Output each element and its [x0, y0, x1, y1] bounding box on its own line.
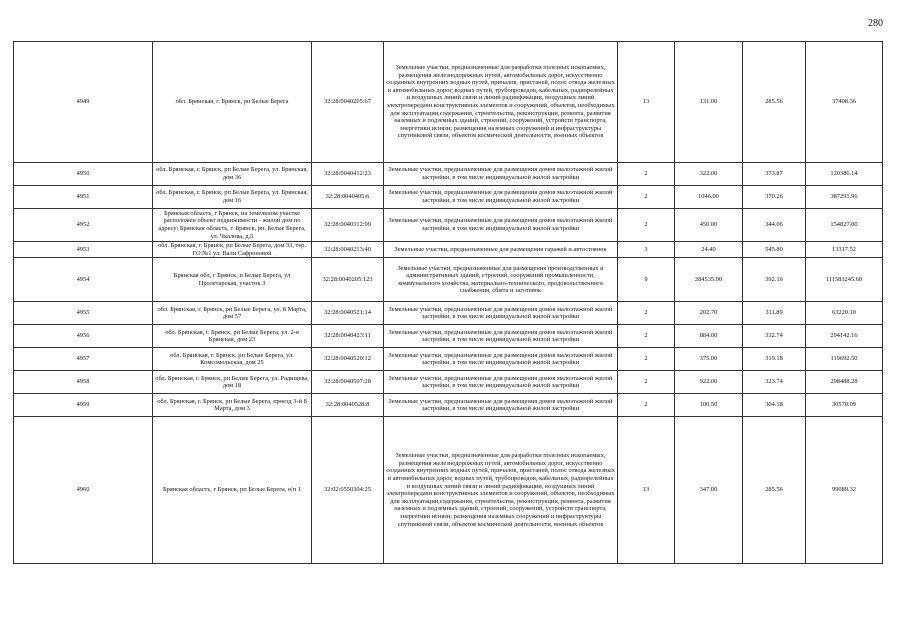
- row-number: 4952: [14, 209, 153, 242]
- row-land-purpose: Земельные участки, предназначенные для размещения гаражей и автостоянок: [384, 242, 618, 258]
- table-row: [14, 325, 883, 348]
- row-group-code: 9: [618, 258, 675, 302]
- row-specific-value: 311.89: [743, 302, 806, 325]
- row-area: 884.00: [675, 325, 743, 348]
- table-row: [14, 42, 883, 163]
- table-row: [14, 209, 883, 242]
- row-specific-value: 392.16: [743, 258, 806, 302]
- row-group-code: 2: [618, 348, 675, 371]
- row-address: обл. Брянская, г. Брянск, рп Белые Берега, ул. 2-я Брянская, дом 23: [153, 325, 312, 348]
- row-address: Брянская область, г Брянск, рп Белые Берега, о/п 1: [153, 417, 312, 564]
- row-cadastral-number: 32:28:0040521:14: [312, 302, 384, 325]
- row-land-purpose: Земельные участки, предназначенные для размещения домов малоэтажной жилой застройки, в том числе индивидуальной жилой застройки: [384, 163, 618, 186]
- row-area: 347.00: [675, 417, 743, 564]
- row-number: 4959: [14, 394, 153, 417]
- row-number: 4956: [14, 325, 153, 348]
- row-group-code: 2: [618, 325, 675, 348]
- row-land-purpose: Земельные участки, предназначенные для размещения домов малоэтажной жилой застройки, в том числе индивидуальной жилой застройки: [384, 209, 618, 242]
- row-specific-value: 373.87: [743, 163, 806, 186]
- row-number: 4954: [14, 258, 153, 302]
- table-row: [14, 348, 883, 371]
- row-address: обл. Брянская, г. Брянск, рп Белые Берега, ул. Брянская, дом 16: [153, 186, 312, 209]
- row-specific-value: 323.74: [743, 371, 806, 394]
- table-row: [14, 302, 883, 325]
- row-number: 4951: [14, 186, 153, 209]
- table-row: [14, 242, 883, 258]
- row-specific-value: 319.18: [743, 348, 806, 371]
- row-group-code: 3: [618, 242, 675, 258]
- row-group-code: 2: [618, 302, 675, 325]
- row-cadastral-number: 32:28:0040507:28: [312, 371, 384, 394]
- row-specific-value: 285.56: [743, 42, 806, 163]
- row-group-code: 2: [618, 394, 675, 417]
- row-cadastral-number: 32:28:0040423:11: [312, 325, 384, 348]
- row-cadastral-value: 13317.52: [806, 242, 883, 258]
- row-land-purpose: Земельные участки, предназначенные для размещения домов малоэтажной жилой застройки, в том числе индивидуальной жилой застройки: [384, 394, 618, 417]
- row-land-purpose: Земельные участки, предназначенные для размещения домов малоэтажной жилой застройки, в том числе индивидуальной жилой застройки: [384, 325, 618, 348]
- row-address: обл. Брянская, г. Брянск, рп Белые Берега, ул. Комсомольская, дом 25: [153, 348, 312, 371]
- row-group-code: 2: [618, 186, 675, 209]
- row-number: 4953: [14, 242, 153, 258]
- row-land-purpose: Земельные участки, предназначенные для размещения домов малоэтажной жилой застройки, в том числе индивидуальной жилой застройки: [384, 371, 618, 394]
- row-specific-value: 285.56: [743, 417, 806, 564]
- row-area: 24.40: [675, 242, 743, 258]
- row-cadastral-value: 63220.10: [806, 302, 883, 325]
- row-address: обл. Брянская, г. Брянск, рп Белые Берега, дом 33, тер. ГО №1 ул. Вали Сафроновой: [153, 242, 312, 258]
- row-address: обл. Брянская, г. Брянск, рп Белые Берега, ул. 8 Марта, дом 57: [153, 302, 312, 325]
- land-registry-table: [13, 41, 883, 564]
- row-cadastral-number: 32:28:0040312:99: [312, 209, 384, 242]
- row-land-purpose: Земельные участки, предназначенные для разработки полезных ископаемых, размещения железнодорожных путей, автомобильных дорог, искусственно созданных внутренних водных путей, причалов, пристаней, полос отвода железных и автомобильных дорог, водных путей, трубопроводов, кабельных, радиорелейных и воздушных линий связи и линий радиофикации, воздушных линий электропередачи конструктивных элементов и сооружений, объектов, необходимых для эксплуатации,содержания, строительства, реконструкции, ремонта, развития наземных и подземных зданий, строений, сооружений, устройств транспорта, энергетики иснязи; размещения наземных сооружений и инфраструктуры спутниковой связи, объектов космической деятельности, военных объектов: [384, 42, 618, 163]
- row-cadastral-number: 32:28:0040405:6: [312, 186, 384, 209]
- table-row: [14, 371, 883, 394]
- row-address: обл. Брянская, г. Брянск, рп Белые Берега, проезд 3-й 8 Марта, дом 3: [153, 394, 312, 417]
- row-specific-value: 545.80: [743, 242, 806, 258]
- row-cadastral-value: 119692.50: [806, 348, 883, 371]
- row-land-purpose: Земельные участки, предназначенные для размещения домов малоэтажной жилой застройки, в том числе индивидуальной жилой застройки: [384, 302, 618, 325]
- row-cadastral-number: 32:28:0040520:12: [312, 348, 384, 371]
- table-row: [14, 417, 883, 564]
- row-cadastral-number: 32:28:0040205:123: [312, 258, 384, 302]
- row-cadastral-value: 37408.36: [806, 42, 883, 163]
- row-cadastral-value: 30570.09: [806, 394, 883, 417]
- row-area: 375.00: [675, 348, 743, 371]
- row-area: 100.50: [675, 394, 743, 417]
- row-group-code: 13: [618, 417, 675, 564]
- row-cadastral-value: 387291.96: [806, 186, 883, 209]
- row-cadastral-number: 32:28:0040412:23: [312, 163, 384, 186]
- row-area: 131.00: [675, 42, 743, 163]
- row-cadastral-number: 32:28:0040528:8: [312, 394, 384, 417]
- row-specific-value: 304.18: [743, 394, 806, 417]
- row-number: 4960: [14, 417, 153, 564]
- row-number: 4958: [14, 371, 153, 394]
- page-number: 280: [868, 18, 883, 29]
- table-row: [14, 186, 883, 209]
- row-address: обл. Брянская, г. Брянск, рп Белые Берега, ул. Радищева, дом 18: [153, 371, 312, 394]
- row-area: 322.00: [675, 163, 743, 186]
- row-land-purpose: Земельные участки, предназначенные для размещения домов малоэтажной жилой застройки, в том числе индивидуальной жилой застройки: [384, 186, 618, 209]
- table-row: [14, 258, 883, 302]
- row-cadastral-number: 32:28:0040205:67: [312, 42, 384, 163]
- row-land-purpose: Земельные участки, предназначенные для размещения домов малоэтажной жилой застройки, в том числе индивидуальной жилой застройки: [384, 348, 618, 371]
- row-area: 450.00: [675, 209, 743, 242]
- row-number: 4949: [14, 42, 153, 163]
- row-cadastral-value: 298488.28: [806, 371, 883, 394]
- row-specific-value: 332.74: [743, 325, 806, 348]
- row-area: 922.00: [675, 371, 743, 394]
- row-address: обл. Брянская, г. Брянск, рп Белые Берега, ул. Брянская, дом 36: [153, 163, 312, 186]
- row-land-purpose: Земельные участки, предназначенные для размещения производственных и административных зданий, строений, сооружений промышленности, коммунального хозяйства, материально-технического, продовольственного снабжения, сбыта и заготовок: [384, 258, 618, 302]
- row-group-code: 13: [618, 42, 675, 163]
- row-group-code: 2: [618, 209, 675, 242]
- row-area: 1046.00: [675, 186, 743, 209]
- table-row: [14, 163, 883, 186]
- table-row: [14, 394, 883, 417]
- row-specific-value: 344.06: [743, 209, 806, 242]
- row-land-purpose: Земельные участки, предназначенные для разработки полезных ископаемых, размещения железнодорожных путей, автомобильных дорог, искусственно созданных внутренних водных путей, причалов, пристаней, полос отвода железных и автомобильных дорог, водных путей, трубопроводов, кабельных, радиорелейных и воздушных линий связи и линий радиофикации, воздушных линий электропередачи конструктивных элементов и сооружений, объектов, необходимых для эксплуатации,содержания, строительства, реконструкции, ремонта, развития наземных и подземных зданий, строений, сооружений, устройств транспорта, энергетики иснязи; размещения наземных сооружений и инфраструктуры спутниковой связи, объектов космической деятельности, военных объектов: [384, 417, 618, 564]
- row-number: 4950: [14, 163, 153, 186]
- row-number: 4955: [14, 302, 153, 325]
- row-cadastral-value: 99089.32: [806, 417, 883, 564]
- row-cadastral-number: 32:28:0040213:40: [312, 242, 384, 258]
- row-area: 284535.00: [675, 258, 743, 302]
- row-address: Брянская область, г Брянск, на земельном участке расположен объект недвижимости - жилой дом по адресу: Брянская область, г. Брянск, рп. Белые Берега, ул. Чкалова, д.5: [153, 209, 312, 242]
- row-group-code: 2: [618, 371, 675, 394]
- row-area: 202.70: [675, 302, 743, 325]
- row-number: 4957: [14, 348, 153, 371]
- row-cadastral-value: 120386.14: [806, 163, 883, 186]
- row-cadastral-value: 111583245.60: [806, 258, 883, 302]
- row-specific-value: 370.26: [743, 186, 806, 209]
- row-cadastral-value: 294142.16: [806, 325, 883, 348]
- row-cadastral-value: 154827.00: [806, 209, 883, 242]
- row-group-code: 2: [618, 163, 675, 186]
- row-address: Брянская обл, г Брянск, п Белые Берега, ул Пролетарская, участок 3: [153, 258, 312, 302]
- row-cadastral-number: 32:02:0550304:25: [312, 417, 384, 564]
- row-address: обл. Брянская, г. Брянск, рп Белые Берега: [153, 42, 312, 163]
